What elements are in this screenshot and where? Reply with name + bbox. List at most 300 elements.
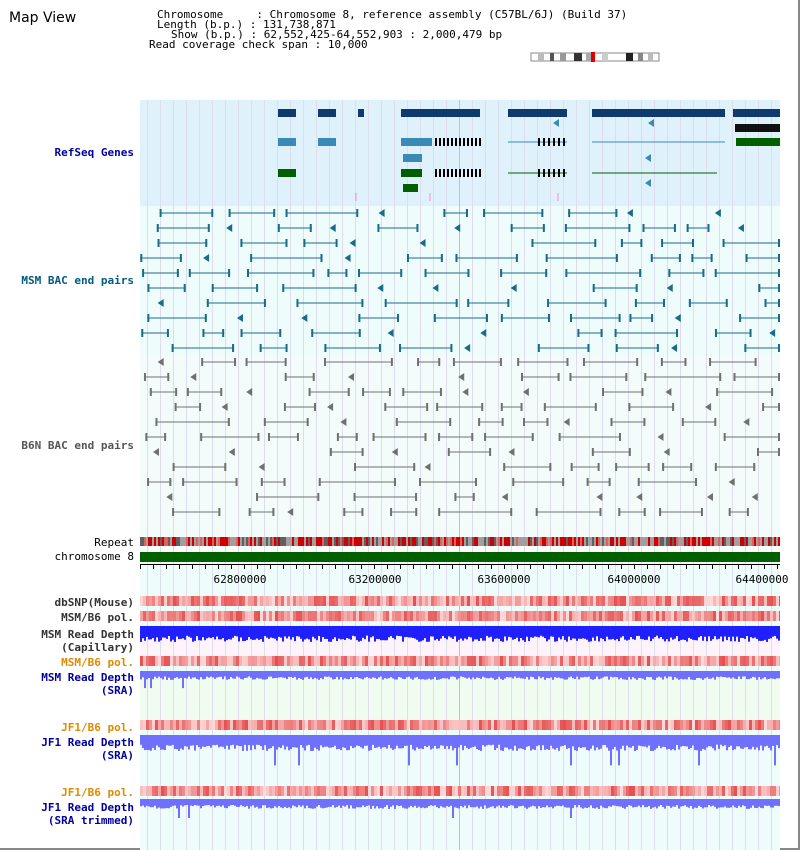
depth-bar: [670, 799, 672, 808]
pol-strip: [374, 611, 377, 621]
depth-bar: [216, 735, 218, 745]
pol-strip: [473, 786, 476, 796]
depth-bar: [270, 671, 272, 677]
pol-strip: [605, 786, 608, 796]
pol-strip: [281, 656, 284, 666]
depth-bar: [458, 626, 460, 640]
repeat-mark: [224, 537, 226, 546]
repeat-mark: [596, 537, 598, 546]
pol-strip: [767, 720, 770, 730]
depth-bar: [622, 626, 624, 636]
pol-strip: [641, 611, 644, 621]
pol-strip: [533, 596, 536, 606]
pol-strip: [275, 786, 278, 796]
depth-bar: [370, 735, 372, 750]
repeat-mark: [310, 537, 312, 546]
pol-strip: [299, 786, 302, 796]
depth-bar: [612, 671, 614, 677]
depth-bar: [260, 735, 262, 746]
msm-bac-pair: [546, 254, 548, 262]
b6n-bac-pair: [532, 433, 534, 441]
depth-bar: [756, 735, 758, 747]
pol-strip: [350, 786, 353, 796]
repeat-mark: [552, 537, 554, 546]
msm-bac-pair: [778, 284, 780, 292]
depth-bar: [504, 626, 506, 637]
depth-bar: [188, 799, 190, 818]
depth-bar: [324, 799, 326, 808]
depth-bar: [700, 626, 702, 636]
depth-bar: [520, 626, 522, 638]
repeat-mark: [636, 537, 638, 546]
depth-bar: [750, 799, 752, 808]
pol-strip: [527, 611, 530, 621]
depth-bar: [722, 671, 724, 677]
pol-strip: [485, 720, 488, 730]
depth-bar: [636, 735, 638, 750]
pol-strip: [665, 596, 668, 606]
depth-bar: [406, 735, 408, 746]
msm-bac-pair: [222, 329, 224, 337]
depth-bar: [250, 735, 252, 750]
pol-strip: [680, 596, 683, 606]
depth-bar: [736, 626, 738, 637]
pol-strip: [284, 786, 287, 796]
msm-bac-pair: [500, 269, 502, 277]
pol-strip: [506, 786, 509, 796]
depth-bar: [310, 671, 312, 677]
depth-bar: [650, 735, 652, 751]
depth-bar: [172, 799, 174, 806]
depth-bar: [776, 626, 778, 639]
pol-strip: [152, 720, 155, 730]
pol-strip: [755, 596, 758, 606]
repeat-mark: [230, 537, 232, 546]
pol-strip: [734, 596, 737, 606]
pol-strip: [143, 656, 146, 666]
depth-bar: [754, 735, 756, 750]
repeat-mark: [352, 537, 354, 546]
depth-bar: [620, 626, 622, 638]
pol-strip: [746, 656, 749, 666]
repeat-mark: [742, 537, 744, 546]
pol-strip: [698, 720, 701, 730]
pol-strip: [695, 596, 698, 606]
pol-strip: [632, 786, 635, 796]
length-line: Length (b.p.) : 131,738,871: [157, 18, 336, 31]
pol-strip: [482, 786, 485, 796]
depth-bar: [506, 626, 508, 641]
pol-strip: [476, 596, 479, 606]
pol-strip: [386, 611, 389, 621]
repeat-mark: [346, 537, 348, 546]
pol-strip: [287, 656, 290, 666]
depth-bar: [502, 735, 504, 751]
pol-strip: [368, 656, 371, 666]
depth-bar: [450, 799, 452, 806]
msm-bac-pair: [692, 239, 694, 247]
repeat-mark: [718, 537, 720, 546]
pol-strip: [185, 786, 188, 796]
depth-bar: [188, 735, 190, 749]
depth-bar: [166, 671, 168, 680]
pol-strip: [590, 720, 593, 730]
pol-strip: [479, 786, 482, 796]
pol-strip: [335, 611, 338, 621]
depth-bar: [536, 671, 538, 679]
depth-bar: [210, 626, 212, 638]
depth-bar: [350, 671, 352, 677]
depth-bar: [452, 626, 454, 639]
depth-bar: [530, 735, 532, 751]
depth-bar: [482, 799, 484, 809]
depth-bar: [194, 671, 196, 677]
genome-plot-area[interactable]: [140, 75, 789, 850]
pol-strip: [272, 596, 275, 606]
b6n-bac-pair: [438, 358, 440, 366]
depth-bar: [652, 799, 654, 808]
depth-bar: [658, 626, 660, 638]
depth-bar: [722, 626, 724, 641]
depth-bar: [378, 626, 380, 639]
repeat-mark: [528, 537, 530, 546]
pol-strip: [710, 656, 713, 666]
depth-bar: [552, 671, 554, 680]
pol-strip: [671, 720, 674, 730]
repeat-mark: [778, 537, 780, 546]
depth-bar: [458, 735, 460, 747]
depth-bar: [618, 799, 620, 806]
msm-bac-pair: [547, 299, 549, 307]
pol-strip: [395, 786, 398, 796]
pol-strip: [344, 611, 347, 621]
depth-bar: [174, 735, 176, 749]
repeat-mark: [304, 537, 306, 546]
repeat-mark: [240, 537, 242, 546]
pol-strip: [458, 656, 461, 666]
pol-strip: [263, 611, 266, 621]
pol-strip: [635, 720, 638, 730]
depth-bar: [570, 671, 572, 677]
depth-bar: [640, 735, 642, 746]
pol-strip: [533, 656, 536, 666]
pol-strip: [317, 720, 320, 730]
pol-strip: [740, 596, 743, 606]
depth-bar: [598, 626, 600, 641]
depth-bar: [526, 799, 528, 809]
b6n-bac-pair: [636, 358, 638, 366]
pol-strip: [251, 720, 254, 730]
gene-exon: [475, 169, 477, 177]
depth-bar: [296, 626, 298, 636]
repeat-mark: [208, 537, 210, 546]
depth-bar: [292, 735, 294, 747]
repeat-mark: [688, 537, 690, 546]
depth-bar: [282, 799, 284, 808]
pol-strip: [257, 596, 260, 606]
depth-bar: [558, 626, 560, 638]
depth-bar: [436, 735, 438, 749]
msm-bac-pair: [629, 314, 631, 322]
genome-tracks-svg[interactable]: [140, 75, 780, 850]
repeat-mark: [480, 537, 482, 546]
depth-bar: [242, 735, 244, 751]
repeat-mark: [314, 537, 316, 546]
depth-bar: [442, 626, 444, 636]
msm-bac-pair: [229, 209, 231, 217]
pol-strip: [494, 656, 497, 666]
depth-bar: [604, 671, 606, 677]
depth-bar: [180, 799, 182, 805]
depth-bar: [564, 671, 566, 680]
repeat-mark: [432, 537, 434, 546]
axis-tick-label: 64000000: [607, 573, 661, 586]
depth-bar: [424, 626, 426, 638]
b6n-bac-pair: [583, 358, 585, 366]
pol-strip: [542, 656, 545, 666]
axis-tick-label: 63200000: [348, 573, 402, 586]
pol-strip: [176, 611, 179, 621]
gene-exon: [467, 138, 469, 146]
pol-strip: [218, 596, 221, 606]
repeat-mark: [286, 537, 288, 546]
pol-strip: [344, 656, 347, 666]
pol-strip: [212, 656, 215, 666]
depth-bar: [516, 735, 518, 751]
pol-strip: [764, 596, 767, 606]
repeat-mark: [148, 537, 150, 546]
depth-bar: [238, 671, 240, 677]
depth-bar: [442, 799, 444, 807]
pol-strip: [659, 656, 662, 666]
pol-strip: [161, 596, 164, 606]
depth-bar: [532, 671, 534, 677]
pol-strip: [329, 596, 332, 606]
depth-bar: [540, 735, 542, 750]
pol-strip: [665, 720, 668, 730]
depth-bar: [402, 799, 404, 808]
depth-bar: [654, 735, 656, 750]
repeat-mark: [174, 537, 176, 546]
pol-strip: [530, 720, 533, 730]
pol-strip: [689, 720, 692, 730]
depth-bar: [228, 626, 230, 639]
pol-strip: [401, 611, 404, 621]
gene-exon: [358, 109, 364, 117]
pol-strip: [545, 611, 548, 621]
msm-bac-pair: [765, 299, 767, 307]
pol-strip: [362, 786, 365, 796]
msm-bac-pair: [207, 299, 209, 307]
depth-bar: [666, 626, 668, 639]
pol-strip: [182, 720, 185, 730]
depth-bar: [620, 735, 622, 749]
pol-strip: [371, 656, 374, 666]
depth-bar: [392, 735, 394, 750]
pol-strip: [677, 596, 680, 606]
depth-bar: [266, 799, 268, 808]
depth-bar: [586, 626, 588, 640]
pol-strip: [416, 611, 419, 621]
depth-bar: [488, 799, 490, 808]
pol-strip: [239, 786, 242, 796]
depth-bar: [394, 735, 396, 749]
repeat-mark: [696, 537, 698, 546]
pol-strip: [743, 596, 746, 606]
b6n-bac-pair: [201, 358, 203, 366]
depth-bar: [608, 671, 610, 680]
depth-bar: [640, 626, 642, 639]
msm-bac-pair: [385, 299, 387, 307]
chromosome-ideogram[interactable]: [530, 52, 660, 62]
b6n-bac-pair: [733, 373, 735, 381]
depth-bar: [364, 735, 366, 746]
depth-bar: [770, 735, 772, 750]
depth-bar: [186, 626, 188, 636]
length-value: 131,738,871: [262, 18, 336, 31]
pol-strip: [422, 720, 425, 730]
depth-bar: [564, 735, 566, 745]
pol-strip: [320, 596, 323, 606]
depth-bar: [180, 671, 182, 678]
depth-bar: [650, 799, 652, 809]
depth-bar: [634, 735, 636, 751]
pol-strip: [419, 656, 422, 666]
depth-bar: [394, 671, 396, 679]
b6n-bac-pair: [218, 508, 220, 516]
pol-strip: [515, 596, 518, 606]
depth-bar: [458, 799, 460, 809]
depth-bar: [472, 626, 474, 641]
pol-strip: [656, 786, 659, 796]
depth-bar: [732, 799, 734, 805]
depth-bar: [588, 626, 590, 642]
b6n-bac-pair: [199, 403, 201, 411]
repeat-mark: [456, 537, 458, 546]
pol-strip: [170, 720, 173, 730]
pol-strip: [725, 611, 728, 621]
pol-strip: [206, 720, 209, 730]
pol-strip: [488, 596, 491, 606]
repeat-mark: [558, 537, 560, 546]
depth-bar: [376, 735, 378, 748]
depth-bar: [368, 671, 370, 678]
depth-bar: [326, 735, 328, 747]
depth-bar: [220, 735, 222, 747]
depth-bar: [356, 735, 358, 746]
depth-bar: [268, 671, 270, 677]
repeat-mark: [198, 537, 200, 546]
depth-bar: [648, 626, 650, 637]
depth-bar: [168, 626, 170, 636]
pol-strip: [614, 720, 617, 730]
depth-bar: [242, 671, 244, 679]
depth-bar: [750, 626, 752, 637]
b6n-bac-pair: [481, 403, 483, 411]
repeat-mark: [166, 537, 168, 546]
b6n-bac-pair: [778, 373, 780, 381]
pol-strip: [503, 786, 506, 796]
repeat-mark: [704, 537, 706, 546]
b6n-bac-pair: [453, 358, 455, 366]
depth-bar: [762, 671, 764, 678]
repeat-mark: [370, 537, 372, 546]
gene-exon: [538, 169, 540, 177]
depth-bar: [692, 735, 694, 746]
depth-bar: [328, 799, 330, 807]
depth-bar: [146, 799, 148, 806]
depth-bar: [530, 626, 532, 637]
depth-bar: [576, 735, 578, 751]
pol-strip: [497, 720, 500, 730]
depth-bar: [434, 799, 436, 805]
pol-strip: [179, 786, 182, 796]
pol-strip: [416, 786, 419, 796]
repeat-mark: [428, 537, 430, 546]
depth-bar: [742, 671, 744, 677]
depth-bar: [736, 735, 738, 746]
msm-bac-pair: [541, 209, 543, 217]
pol-strip: [509, 720, 512, 730]
depth-bar: [696, 799, 698, 808]
depth-bar: [686, 626, 688, 642]
pol-strip: [161, 656, 164, 666]
depth-bar: [206, 671, 208, 677]
pol-strip: [191, 720, 194, 730]
depth-bar: [432, 799, 434, 806]
pol-strip: [575, 656, 578, 666]
repeat-mark: [162, 537, 164, 546]
depth-bar: [282, 735, 284, 745]
depth-bar: [262, 626, 264, 642]
repeat-mark: [566, 537, 568, 546]
pol-strip: [173, 611, 176, 621]
depth-bar: [626, 671, 628, 680]
b6n-bac-pair: [348, 388, 350, 396]
depth-bar: [626, 735, 628, 746]
repeat-mark: [712, 537, 714, 546]
repeat-mark: [156, 537, 158, 546]
depth-bar: [206, 626, 208, 638]
b6n-bac-pair: [661, 358, 663, 366]
depth-bar: [478, 799, 480, 808]
pol-strip: [608, 720, 611, 730]
pol-strip: [701, 786, 704, 796]
pol-strip: [617, 656, 620, 666]
msm-bac-pair: [466, 209, 468, 217]
msm-bac-pair: [750, 329, 752, 337]
depth-bar: [260, 671, 262, 679]
repeat-mark: [628, 537, 630, 546]
depth-bar: [186, 799, 188, 805]
depth-bar: [450, 735, 452, 746]
pol-strip: [344, 596, 347, 606]
b6n-bac-pair: [569, 373, 571, 381]
depth-bar: [532, 626, 534, 638]
pol-strip: [605, 596, 608, 606]
pol-strip: [755, 656, 758, 666]
repeat-mark: [764, 537, 766, 546]
pol-strip: [500, 786, 503, 796]
depth-bar: [724, 626, 726, 636]
depth-bar: [670, 735, 672, 750]
pol-strip: [266, 720, 269, 730]
b6n-bac-pair: [600, 508, 602, 516]
show-line: Show (b.p.) : 62,552,425-64,552,903 : 2,000,479 bp: [171, 28, 503, 41]
depth-bar: [600, 671, 602, 679]
pol-strip: [185, 596, 188, 606]
pol-strip: [779, 786, 780, 796]
